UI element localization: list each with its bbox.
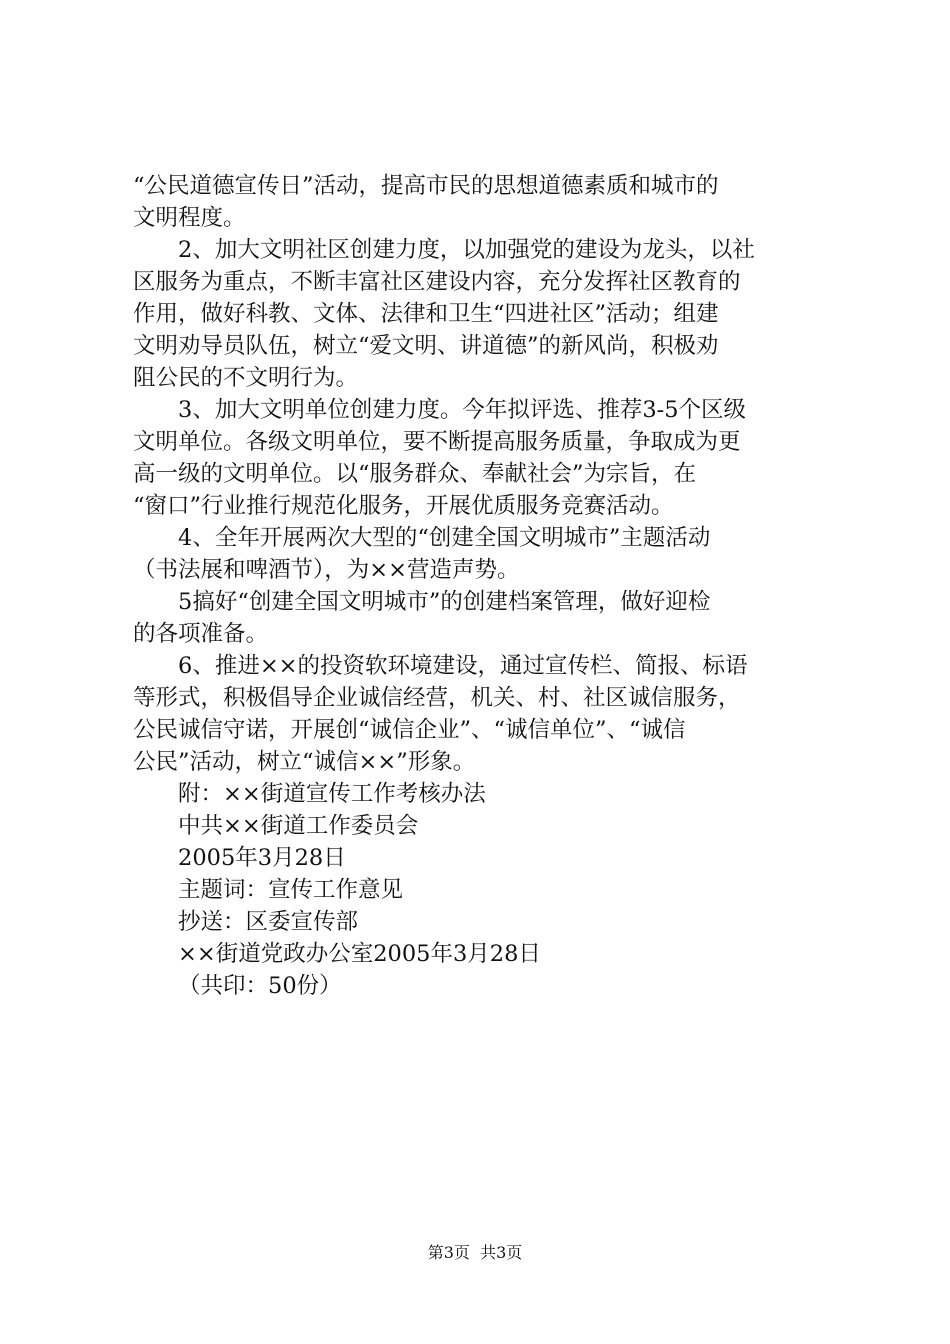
paragraph-line: 2、加大文明社区创建力度，以加强党的建设为龙头，以社 (178, 237, 755, 263)
paragraph-line: 文明劝导员队伍，树立“爱文明、讲道德”的新风尚，积极劝 (133, 333, 719, 359)
paragraph-line: 6、推进××的投资软环境建设，通过宣传栏、简报、标语 (178, 653, 748, 679)
paragraph-line: 的各项准备。 (133, 621, 269, 647)
paragraph-line: 高一级的文明单位。以“服务群众、奉献社会”为宗旨，在 (133, 461, 697, 487)
document-body (133, 170, 833, 1002)
paragraph-line: 文明程度。 (133, 205, 246, 231)
paragraph-line: 文明单位。各级文明单位，要不断提高服务质量，争取成为更 (133, 429, 741, 455)
paragraph-line: 公民”活动，树立“诚信××”形象。 (133, 749, 476, 775)
paragraph-line: “窗口”行业推行规范化服务，开展优质服务竞赛活动。 (133, 493, 674, 519)
keywords-line: 主题词：宣传工作意见 (178, 877, 404, 903)
cc-line: 抄送：区委宣传部 (178, 909, 359, 935)
paragraph-line: 区服务为重点，不断丰富社区建设内容，充分发挥社区教育的 (133, 269, 741, 295)
date-line: 2005年3月28日 (178, 845, 346, 871)
issuer-line: 中共××街道工作委员会 (178, 813, 419, 839)
paragraph-line: “公民道德宣传日”活动，提高市民的思想道德素质和城市的 (133, 173, 719, 199)
page-footer: 第3页 共3页 (427, 1243, 523, 1262)
paragraph-line: 5搞好“创建全国文明城市”的创建档案管理，做好迎检 (178, 589, 711, 615)
office-date-line: ××街道党政办公室2005年3月28日 (178, 941, 541, 967)
paragraph-line: 等形式，积极倡导企业诚信经营，机关、村、社区诚信服务， (133, 685, 741, 711)
paragraph-line: 3、加大文明单位创建力度。今年拟评选、推荐3-5个区级 (178, 397, 747, 423)
paragraph-line: 公民诚信守诺，开展创“诚信企业”、“诚信单位”、“诚信 (133, 717, 686, 743)
paragraph-line: 作用，做好科教、文体、法律和卫生“四进社区”活动；组建 (133, 301, 719, 327)
paragraph-line: 4、全年开展两次大型的“创建全国文明城市”主题活动 (178, 525, 711, 551)
paragraph-line: （书法展和啤酒节），为××营造声势。 (133, 557, 520, 583)
paragraph-line: 阻公民的不文明行为。 (133, 365, 359, 391)
attachment-line: 附：××街道宣传工作考核办法 (178, 781, 486, 807)
print-count-line: （共印：50份） (178, 973, 342, 999)
